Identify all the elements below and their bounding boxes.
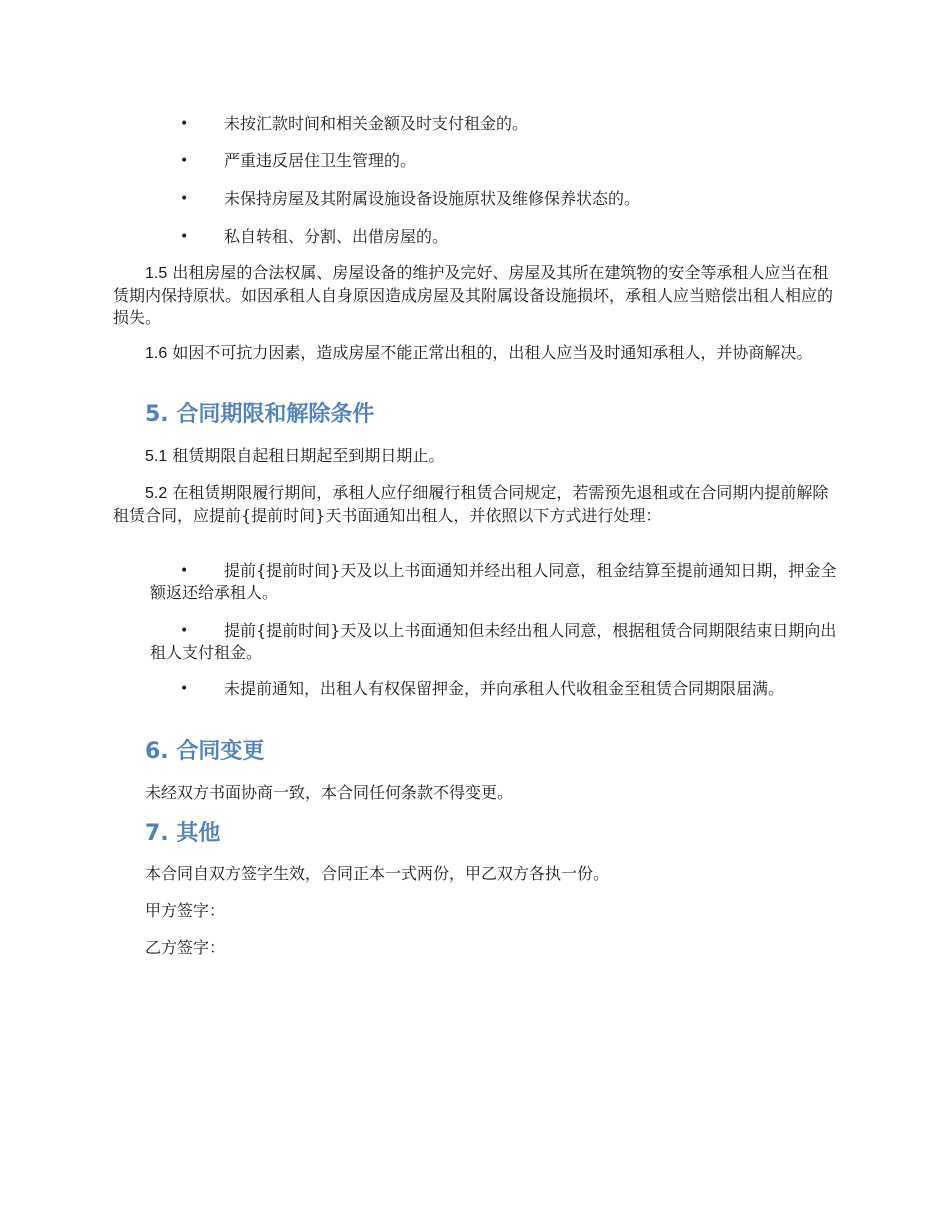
list-item — [150, 620, 840, 664]
clause-text: 出租房屋的合法权属、房屋设备的维护及完好、房屋及其所在建筑物的安全等承租人应当在租赁期内保持原状。如因承租人自身原因造成房屋及其附属设备设施损坏，承租人应当赔偿出租人相应的损失。 — [113, 263, 834, 327]
bullet-icon: • — [180, 116, 189, 132]
clause-1-6 — [113, 342, 843, 365]
clause-1-5 — [113, 262, 843, 329]
section-heading-6: 6. 合同变更 — [145, 739, 265, 764]
bullet-icon: • — [180, 623, 189, 639]
bullet-icon: • — [180, 229, 189, 245]
list-item-text: 严重违反居住卫生管理的。 — [224, 151, 417, 170]
clause-5-2 — [113, 482, 843, 527]
section-heading-5: 5. 合同期限和解除条件 — [145, 402, 375, 427]
bullet-icon: • — [180, 153, 189, 169]
list-item-text: 未按汇款时间和相关金额及时支付租金的。 — [224, 114, 529, 133]
party-b-signature-label: 乙方签字： — [145, 938, 226, 957]
clause-text: 在租赁期限履行期间，承租人应仔细履行租赁合同规定，若需预先退租或在合同期内提前解除租赁合同，应提前{提前时间}天书面通知出租人，并依照以下方式进行处理： — [113, 483, 829, 525]
list-item-text: 提前{提前时间}天及以上书面通知并经出租人同意，租金结算至提前通知日期，押金全额返还给承租人。 — [150, 561, 837, 602]
list-item — [150, 678, 840, 700]
bullet-icon: • — [180, 563, 189, 579]
party-a-signature-label: 甲方签字： — [145, 901, 226, 920]
clause-number: 5.1 — [145, 448, 168, 465]
list-item-text: 私自转租、分割、出借房屋的。 — [224, 227, 449, 246]
clause-text: 如因不可抗力因素，造成房屋不能正常出租的，出租人应当及时通知承租人，并协商解决。 — [167, 343, 813, 362]
clause-number: 1.6 — [145, 345, 168, 362]
clause-5-1 — [113, 445, 843, 468]
clause-number: 1.5 — [145, 265, 168, 282]
clause-text: 租赁期限自起租日期起至到期日期止。 — [167, 446, 445, 465]
list-item-text: 未保持房屋及其附属设施设备设施原状及维修保养状态的。 — [224, 189, 641, 208]
section-heading-7: 7. 其他 — [145, 821, 221, 846]
clause-number: 5.2 — [145, 485, 168, 502]
list-item-text: 提前{提前时间}天及以上书面通知但未经出租人同意，根据租赁合同期限结束日期向出租人支付租金。 — [150, 621, 837, 662]
section-6-text: 未经双方书面协商一致，本合同任何条款不得变更。 — [145, 783, 514, 802]
section-7-text: 本合同自双方签字生效，合同正本一式两份，甲乙双方各执一份。 — [145, 864, 610, 883]
list-item — [150, 560, 840, 604]
bullet-icon: • — [180, 681, 189, 697]
bullet-icon: • — [180, 191, 189, 207]
list-item-text: 未提前通知，出租人有权保留押金，并向承租人代收租金至租赁合同期限届满。 — [224, 679, 785, 698]
